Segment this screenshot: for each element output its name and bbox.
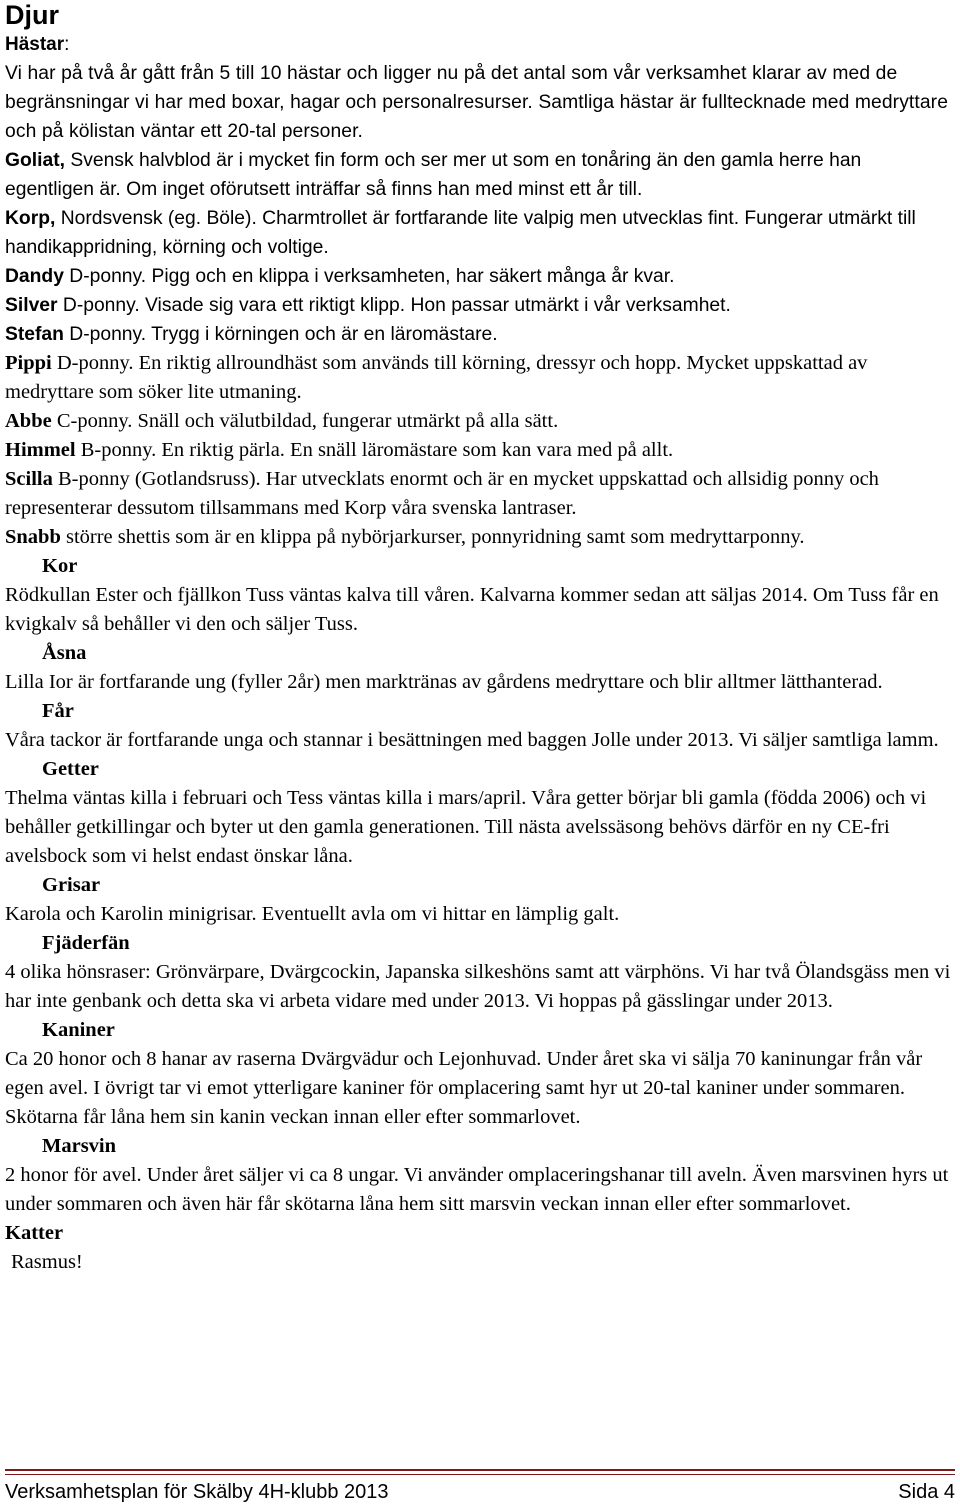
page-footer (5, 1469, 955, 1504)
document-page (5, 0, 953, 1277)
section-text-katter: Rasmus! (11, 1251, 83, 1273)
section-heading-kor: Kor (42, 555, 78, 577)
horses-heading (5, 30, 953, 59)
horse-description: Nordsvensk (eg. Böle). Charmtrollet är fortfarande lite valpig men utvecklas fint. Fungerar utmärkt till handikappridning, körning och voltige. (5, 208, 916, 258)
section-heading-katter: Katter (5, 1222, 64, 1244)
horse-description: Svensk halvblod är i mycket fin form och ser mer ut som en tonåring än den gamla herre han egentligen är. Om inget oförutsett inträffar så finns han med minst ett år till. (5, 150, 862, 200)
horse-goliat (5, 146, 953, 204)
horses-intro: Vi har på två år gått från 5 till 10 hästar och ligger nu på det antal som vår verksamhet klarar av med de begränsningar vi har med boxar, hagar och personalresurser. Samtliga hästar är fulltecknade med medryttare och på kölistan väntar ett 20-tal personer. (5, 63, 949, 142)
section-text-asna: Lilla Ior är fortfarande ung (fyller 2år) men marktränas av gårdens medryttare och blir alltmer lätthanterad. (5, 671, 883, 693)
horse-name: Himmel (5, 439, 76, 461)
section-text-kaniner: Ca 20 honor och 8 hanar av raserna Dvärgvädur och Lejonhuvad. Under året ska vi sälja 70 kaninungar från vår egen avel. I övrigt tar vi emot ytterligare kaniner för omplacering samt hyr ut 20-tal kaniner under sommaren. Skötarna får låna hem sin kanin veckan innan eller efter sommarlovet. (5, 1048, 923, 1128)
horse-dandy (5, 262, 953, 291)
horse-description: D-ponny. En riktig allroundhäst som används till körning, dressyr och hopp. Mycket uppskattad av medryttare som söker lite utmaning. (5, 352, 868, 403)
horse-abbe (5, 407, 953, 436)
horse-name: Goliat, (5, 150, 65, 171)
section-heading-kaniner: Kaniner (42, 1019, 115, 1041)
section-heading-far: Får (42, 700, 74, 722)
section-text-fjaderfan: 4 olika hönsraser: Grönvärpare, Dvärgcockin, Japanska silkeshöns samt att värphöns. Vi har två Ölandsgäss men vi har inte genbank och detta ska vi arbeta vidare med under 2013. Vi hoppas på gässlingar under 2013. (5, 961, 951, 1012)
horse-description: D-ponny. Trygg i körningen och är en läromästare. (63, 324, 498, 345)
horse-name: Scilla (5, 468, 53, 490)
section-text-far: Våra tackor är fortfarande unga och stannar i besättningen med baggen Jolle under 2013. Vi säljer samtliga lamm. (5, 729, 939, 751)
footer-page-number: Sida 4 (898, 1481, 955, 1503)
horse-description: B-ponny. En riktig pärla. En snäll läromästare som kan vara med på allt. (75, 439, 674, 461)
horse-name: Silver (5, 295, 58, 316)
horse-scilla (5, 465, 953, 523)
section-heading-getter: Getter (42, 758, 99, 780)
page-title: Djur (5, 0, 59, 30)
horse-name: Korp, (5, 208, 56, 229)
section-text-grisar: Karola och Karolin minigrisar. Eventuellt avla om vi hittar en lämplig galt. (5, 903, 620, 925)
horse-snabb (5, 523, 953, 552)
horse-name: Dandy (5, 266, 64, 287)
horse-pippi (5, 349, 953, 407)
section-text-marsvin: 2 honor för avel. Under året säljer vi ca 8 ungar. Vi använder omplaceringshanar till aveln. Även marsvinen hyrs ut under sommaren och även här får skötarna låna hem sitt marsvin veckan innan eller efter sommarlovet. (5, 1164, 949, 1215)
horse-description: större shettis som är en klippa på nybörjarkurser, ponnyridning samt som medryttarponny. (60, 526, 805, 548)
horses-heading-label: Hästar (5, 34, 65, 55)
horse-name: Abbe (5, 410, 52, 432)
footer-document-title: Verksamhetsplan för Skälby 4H-klubb 2013 (5, 1481, 389, 1503)
section-heading-fjaderfan: Fjäderfän (42, 932, 130, 954)
horse-description: C-ponny. Snäll och välutbildad, fungerar utmärkt på alla sätt. (51, 410, 559, 432)
section-heading-marsvin: Marsvin (42, 1135, 117, 1157)
horse-name: Stefan (5, 324, 64, 345)
horse-description: D-ponny. Visade sig vara ett riktigt klipp. Hon passar utmärkt i vår verksamhet. (57, 295, 731, 316)
horse-name: Pippi (5, 352, 52, 374)
horse-name: Snabb (5, 526, 61, 548)
horse-description: D-ponny. Pigg och en klippa i verksamheten, har säkert många år kvar. (63, 266, 675, 287)
horses-heading-colon: : (64, 34, 70, 55)
footer-rule (5, 1474, 955, 1475)
section-heading-asna: Åsna (42, 642, 87, 664)
horse-stefan (5, 320, 953, 349)
horse-himmel (5, 436, 953, 465)
horse-silver (5, 291, 953, 320)
horse-description: B-ponny (Gotlandsruss). Har utvecklats enormt och är en mycket uppskattad och allsidig ponny och representerar dessutom tillsammans med Korp våra svenska lantraser. (5, 468, 879, 519)
section-text-getter: Thelma väntas killa i februari och Tess väntas killa i mars/april. Våra getter börjar bli gamla (födda 2006) och vi behåller getkillingar och byter ut den gamla generationen. Till nästa avelssäsong behövs därför en ny CE-fri avelsbock som vi helst endast önskar låna. (5, 787, 927, 867)
horse-korp (5, 204, 953, 262)
section-text-kor: Rödkullan Ester och fjällkon Tuss väntas kalva till våren. Kalvarna kommer sedan att säljas 2014. Om Tuss får en kvigkalv så behåller vi den och säljer Tuss. (5, 584, 939, 635)
section-heading-grisar: Grisar (42, 874, 101, 896)
